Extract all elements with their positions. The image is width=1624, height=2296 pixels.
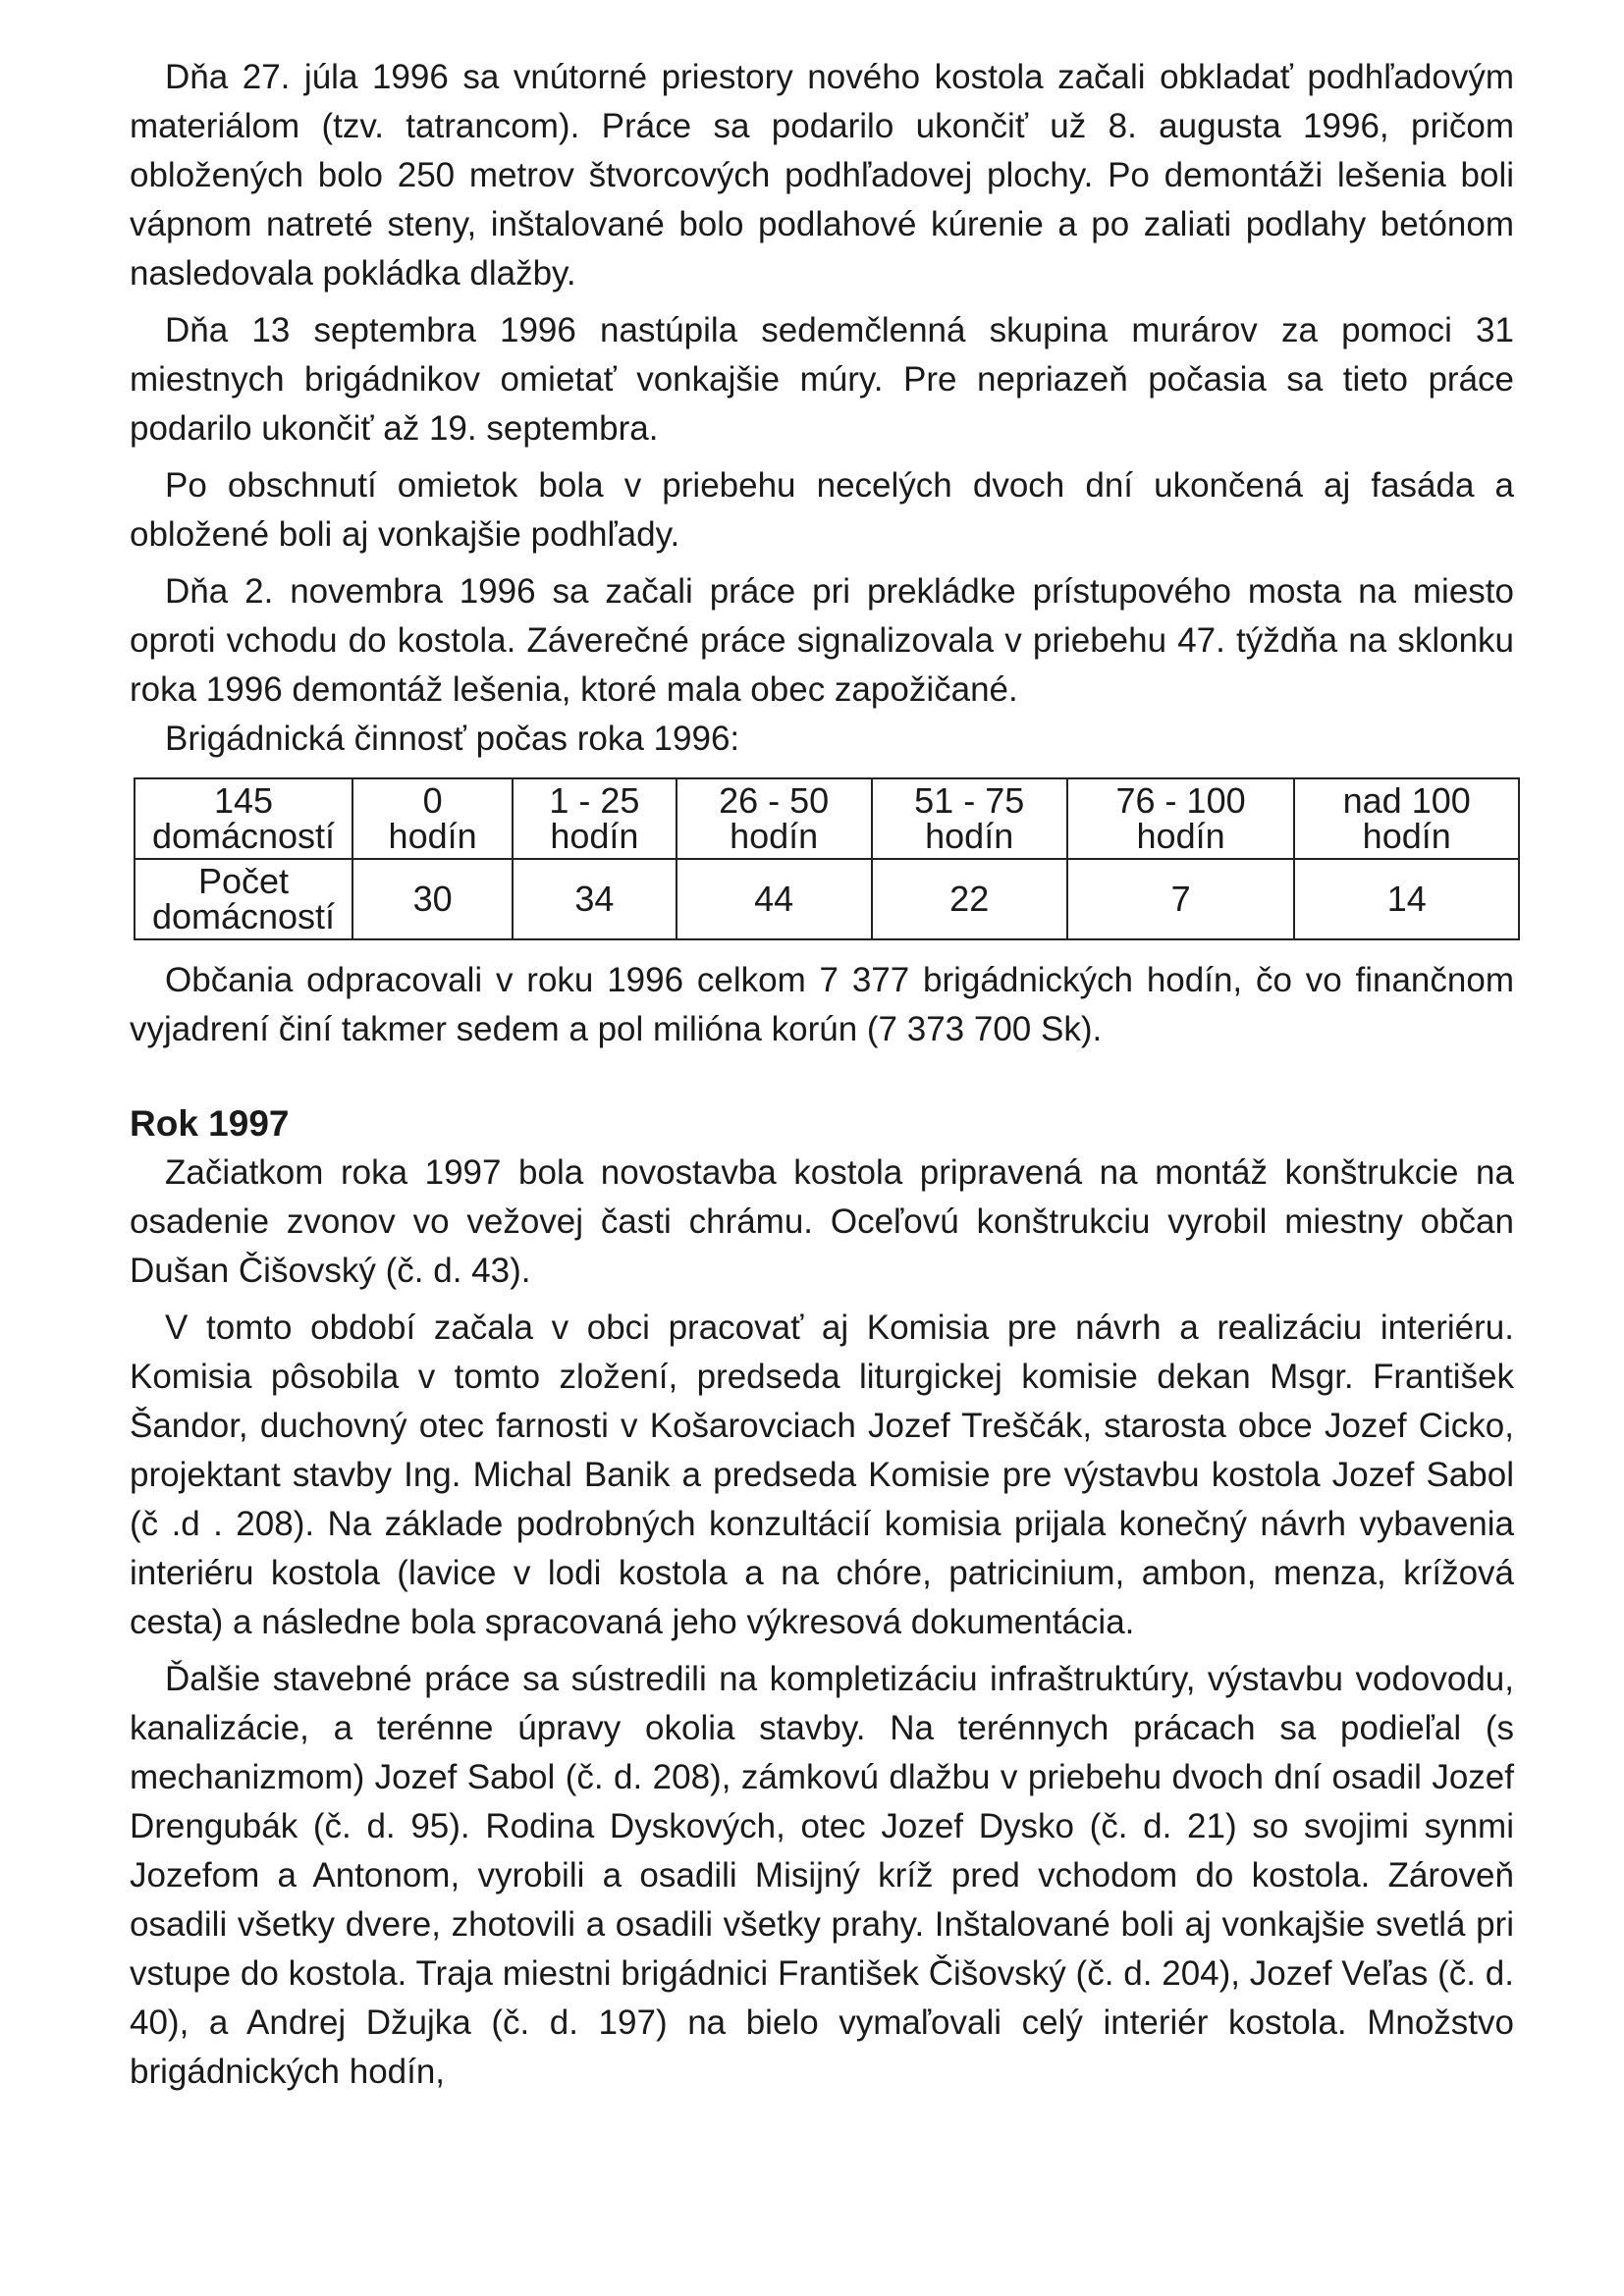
table-row-label: Počet domácností	[135, 859, 352, 939]
table-cell: 1 - 25 hodín	[513, 778, 676, 859]
table-cell: 76 - 100 hodín	[1067, 778, 1295, 859]
section-heading: Rok 1997	[130, 1103, 290, 1144]
text-column	[130, 53, 1514, 2097]
table-cell: 44	[677, 859, 872, 939]
paragraph-total-hours: Občania odpracovali v roku 1996 celkom 7 377 brigádnických hodín, čo vo finančnom vyjadrení činí takmer sedem a pol milióna korún (7 373 700 Sk).	[130, 961, 1514, 1048]
paragraph-infrastructure: Ďalšie stavebné práce sa sústredili na kompletizáciu infraštruktúry, výstavbu vodovodu, kanalizácie, a terénne úpravy okolia stavby. Na terénnych prácach sa podieľal (s mechanizmom) Jozef Sabol (č. d. 208), zámkovú dlažbu v priebehu dvoch dní osadil Jozef Drengubák (č. d. 95). Rodina Dyskových, otec Jozef Dysko (č. d. 21) so svojimi synmi Jozefom a Antonom, vyrobili a osadili Misijný kríž pred vchodom do kostola. Zároveň osadili všetky dvere, zhotovili a osadili všetky prahy. Inštalované boli aj vonkajšie svetlá pri vstupe do kostola. Traja miestni brigádnici František Čišovský (č. d. 204), Jozef Veľas (č. d. 40), a Andrej Džujka (č. d. 197) na bielo vymaľovali celý interiér kostola. Množstvo brigádnických hodín,	[130, 1660, 1514, 2091]
paragraph-facade: Po obschnutí omietok bola v priebehu necelých dvoch dní ukončená aj fasáda a obložené boli aj vonkajšie podhľady.	[130, 466, 1514, 554]
table-cell: 14	[1294, 859, 1519, 939]
table-row	[135, 859, 1519, 939]
paragraph-bell-structure: Začiatkom roka 1997 bola novostavba kostola pripravená na montáž konštrukcie na osadenie zvonov vo vežovej časti chrámu. Oceľovú konštrukciu vyrobil miestny občan Dušan Čišovský (č. d. 43).	[130, 1153, 1514, 1290]
paragraph-ceiling-works: Dňa 27. júla 1996 sa vnútorné priestory nového kostola začali obkladať podhľadovým materiálom (tzv. tatrancom). Práce sa podarilo ukončiť už 8. augusta 1996, pričom obložených bolo 250 metrov štvorcových podhľadovej plochy. Po demontáži lešenia boli vápnom natreté steny, inštalované bolo podlahové kúrenie a po zaliati podlahy betónom nasledovala pokládka dlažby.	[130, 58, 1514, 293]
table-cell: 22	[872, 859, 1067, 939]
paragraph-plastering: Dňa 13 septembra 1996 nastúpila sedemčlenná skupina murárov za pomoci 31 miestnych brigádnikov omietať vonkajšie múry. Pre nepriazeň počasia sa tieto práce podarilo ukončiť až 19. septembra.	[130, 311, 1514, 448]
table-cell: nad 100 hodín	[1294, 778, 1519, 859]
table-header-row	[135, 778, 1519, 859]
table-cell: 30	[352, 859, 513, 939]
table-cell: 51 - 75 hodín	[872, 778, 1067, 859]
table-cell: 7	[1067, 859, 1295, 939]
table-caption: Brigádnická činnosť počas roka 1996:	[165, 720, 740, 758]
table-cell: 34	[513, 859, 676, 939]
table-cell: 26 - 50 hodín	[677, 778, 872, 859]
table-cell: 0 hodín	[352, 778, 513, 859]
volunteer-hours-table	[134, 777, 1520, 940]
paragraph-interior-commission: V tomto období začala v obci pracovať aj Komisia pre návrh a realizáciu interiéru. Komisia pôsobila v tomto zložení, predseda liturgickej komisie dekan Msgr. František Šandor, duchovný otec farnosti v Košarovciach Jozef Treščák, starosta obce Jozef Cicko, projektant stavby Ing. Michal Banik a predseda Komisie pre výstavbu kostola Jozef Sabol (č .d . 208). Na základe podrobných konzultácií komisia prijala konečný návrh vybavenia interiéru kostola (lavice v lodi kostola a na chóre, patricinium, ambon, menza, krížová cesta) a následne bola spracovaná jeho výkresová dokumentácia.	[130, 1308, 1514, 1641]
paragraph-bridge: Dňa 2. novembra 1996 sa začali práce pri prekládke prístupového mosta na miesto oproti vchodu do kostola. Záverečné práce signalizovala v priebehu 47. týždňa na sklonku roka 1996 demontáž lešenia, ktoré mala obec zapožičané.	[130, 572, 1514, 709]
table-cell: 145 domácností	[135, 778, 352, 859]
